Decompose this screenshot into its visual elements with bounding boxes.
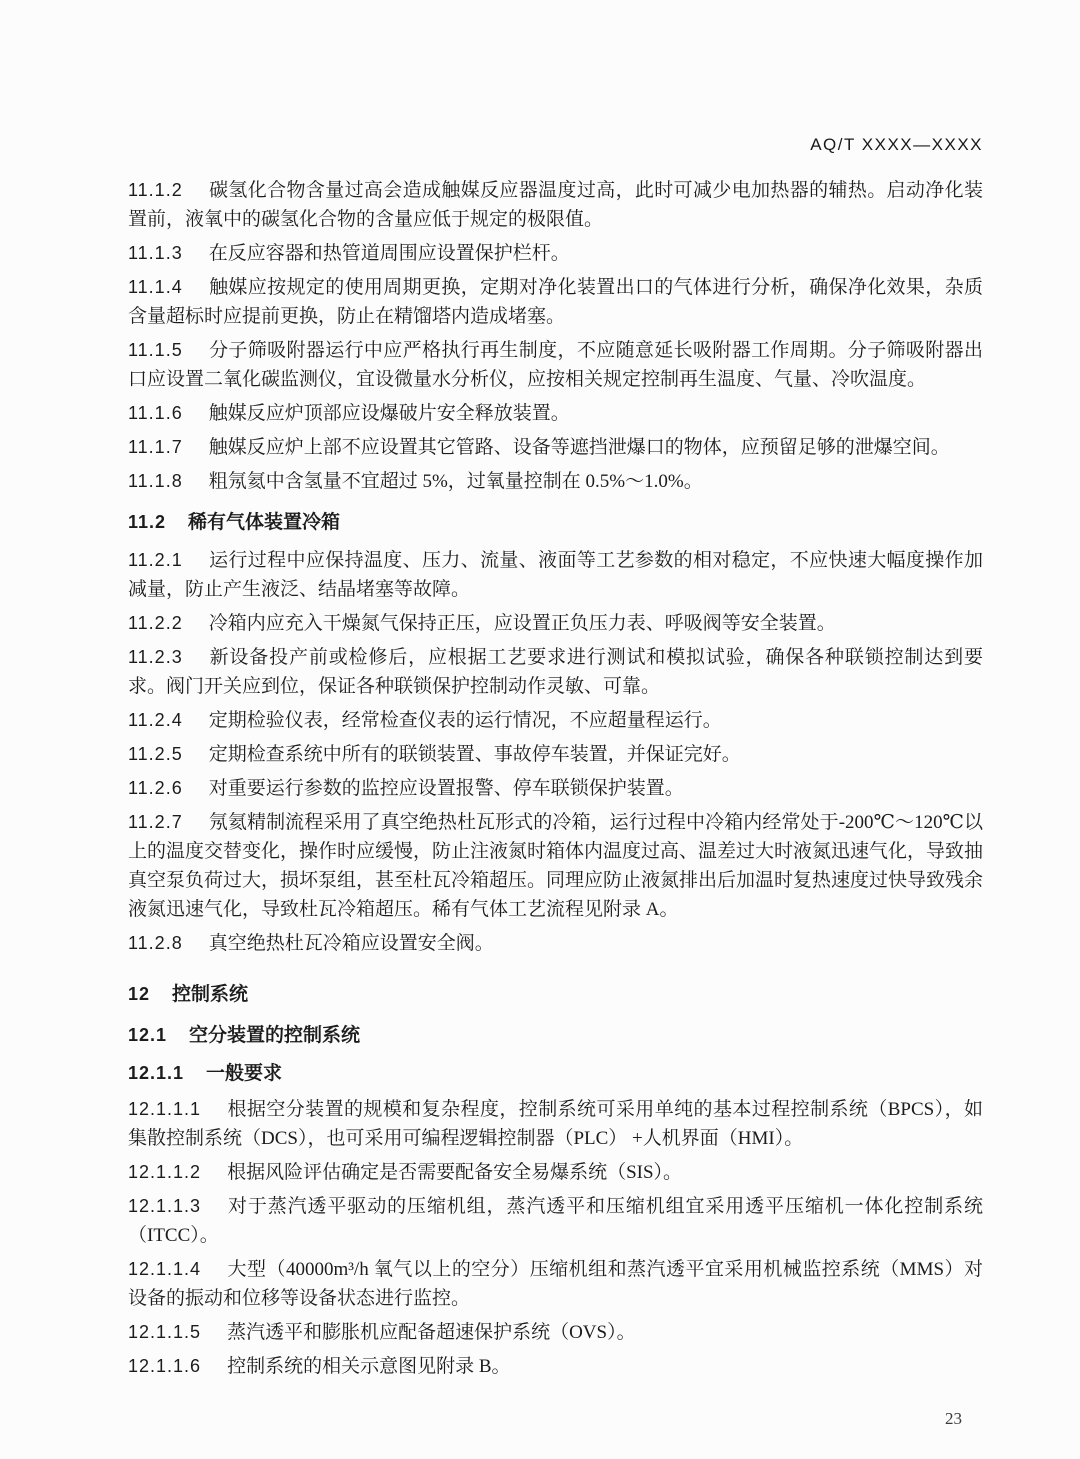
clause-text: 冷箱内应充入干燥氮气保持正压，应设置正负压力表、呼吸阀等安全装置。 — [208, 613, 836, 634]
clause-number: 11.2.3 — [128, 647, 183, 667]
clause-number: 11.1.7 — [128, 437, 183, 457]
clause-paragraph — [128, 336, 983, 394]
clause-paragraph — [128, 808, 983, 924]
clause-text: 碳氢化合物含量过高会造成触媒反应器温度过高，此时可减少电加热器的辅热。启动净化装置前，液氧中的碳氢化合物的含量应低于规定的极限值。 — [128, 180, 983, 230]
clause-text: 根据风险评估确定是否需要配备安全易爆系统（SIS）。 — [227, 1162, 683, 1183]
clause-number: 12.1.1.2 — [128, 1162, 202, 1182]
clause-number: 12.1.1.4 — [128, 1259, 202, 1279]
clause-text: 触媒反应炉顶部应设爆破片安全释放装置。 — [208, 403, 570, 424]
clause-text: 新设备投产前或检修后，应根据工艺要求进行测试和模拟试验，确保各种联锁控制达到要求。阀门开关应到位，保证各种联锁保护控制动作灵敏、可靠。 — [128, 647, 983, 697]
section-heading — [128, 508, 983, 537]
section-heading — [128, 980, 983, 1009]
clause-paragraph — [128, 433, 983, 462]
clause-number: 11.2.5 — [128, 744, 183, 764]
clause-paragraph — [128, 1095, 983, 1153]
clause-text: 控制系统的相关示意图见附录 B。 — [227, 1356, 511, 1377]
clause-paragraph — [128, 1255, 983, 1313]
page-number: 23 — [945, 1409, 962, 1428]
clause-number: 11.1.3 — [128, 243, 183, 263]
clause-paragraph — [128, 609, 983, 638]
document-body — [128, 176, 983, 1381]
clause-number: 11.1.6 — [128, 403, 183, 423]
section-heading — [128, 1021, 983, 1050]
clause-text: 氖氦精制流程采用了真空绝热杜瓦形式的冷箱，运行过程中冷箱内经常处于-200℃～120℃以上的温度交替变化，操作时应缓慢，防止注液氮时箱体内温度过高、温差过大时液氮迅速气化，导致抽真空泵负荷过大，损坏泵组，甚至杜瓦冷箱超压。同理应防止液氮排出后加温时复热速度过快导致残余液氮迅速气化，导致杜瓦冷箱超压。稀有气体工艺流程见附录 A。 — [128, 812, 984, 920]
heading-text: 一般要求 — [206, 1063, 283, 1084]
heading-number: 12.1 — [128, 1025, 168, 1045]
clause-paragraph — [128, 706, 983, 735]
clause-text: 定期检验仪表，经常检查仪表的运行情况，不应超量程运行。 — [208, 710, 722, 731]
clause-number: 11.2.6 — [128, 778, 183, 798]
heading-text: 空分装置的控制系统 — [189, 1025, 361, 1046]
clause-number: 12.1.1.5 — [128, 1322, 202, 1342]
clause-paragraph — [128, 740, 983, 769]
clause-number: 11.2.8 — [128, 933, 183, 953]
clause-text: 对于蒸汽透平驱动的压缩机组，蒸汽透平和压缩机组宜采用透平压缩机一体化控制系统（ITCC）。 — [128, 1196, 983, 1246]
clause-number: 12.1.1.3 — [128, 1196, 202, 1216]
clause-number: 11.2.7 — [128, 812, 183, 832]
clause-text: 大型（40000m³/h 氧气以上的空分）压缩机组和蒸汽透平宜采用机械监控系统（MMS）对设备的振动和位移等设备状态进行监控。 — [128, 1259, 983, 1309]
clause-number: 11.2.1 — [128, 550, 183, 570]
clause-text: 对重要运行参数的监控应设置报警、停车联锁保护装置。 — [208, 778, 684, 799]
clause-text: 粗氖氦中含氢量不宜超过 5%，过氧量控制在 0.5%～1.0%。 — [208, 471, 703, 492]
clause-text: 定期检查系统中所有的联锁装置、事故停车装置，并保证完好。 — [208, 744, 741, 765]
standard-number: AQ/T XXXX—XXXX — [810, 135, 983, 154]
clause-number: 12.1.1.1 — [128, 1099, 202, 1119]
clause-paragraph — [128, 467, 983, 496]
clause-number: 11.2.2 — [128, 613, 183, 633]
clause-paragraph — [128, 273, 983, 331]
clause-paragraph — [128, 176, 983, 234]
heading-number: 12 — [128, 984, 151, 1004]
clause-paragraph — [128, 1158, 983, 1187]
clause-paragraph — [128, 546, 983, 604]
heading-number: 11.2 — [128, 512, 167, 532]
clause-number: 11.1.4 — [128, 277, 183, 297]
heading-text: 控制系统 — [172, 984, 249, 1005]
clause-text: 触媒应按规定的使用周期更换，定期对净化装置出口的气体进行分析，确保净化效果，杂质含量超标时应提前更换，防止在精馏塔内造成堵塞。 — [128, 277, 983, 327]
clause-text: 在反应容器和热管道周围应设置保护栏杆。 — [208, 243, 570, 264]
clause-text: 触媒反应炉上部不应设置其它管路、设备等遮挡泄爆口的物体，应预留足够的泄爆空间。 — [208, 437, 950, 458]
clause-paragraph — [128, 399, 983, 428]
clause-number: 11.1.5 — [128, 340, 183, 360]
heading-text: 稀有气体装置冷箱 — [188, 512, 341, 533]
page-header — [128, 132, 983, 158]
section-heading — [128, 1059, 983, 1088]
clause-text: 根据空分装置的规模和复杂程度，控制系统可采用单纯的基本过程控制系统（BPCS），如集散控制系统（DCS），也可采用可编程逻辑控制器（PLC） +人机界面（HMI）。 — [128, 1099, 983, 1149]
clause-paragraph — [128, 643, 983, 701]
clause-paragraph — [128, 239, 983, 268]
clause-text: 真空绝热杜瓦冷箱应设置安全阀。 — [208, 933, 494, 954]
heading-number: 12.1.1 — [128, 1063, 185, 1083]
clause-number: 11.1.8 — [128, 471, 183, 491]
clause-paragraph — [128, 774, 983, 803]
clause-text: 分子筛吸附器运行中应严格执行再生制度，不应随意延长吸附器工作周期。分子筛吸附器出口应设置二氧化碳监测仪，宜设微量水分析仪，应按相关规定控制再生温度、气量、冷吹温度。 — [128, 340, 983, 390]
clause-text: 运行过程中应保持温度、压力、流量、液面等工艺参数的相对稳定，不应快速大幅度操作加减量，防止产生液泛、结晶堵塞等故障。 — [128, 550, 983, 600]
clause-number: 12.1.1.6 — [128, 1356, 202, 1376]
clause-paragraph — [128, 929, 983, 958]
clause-number: 11.1.2 — [128, 180, 183, 200]
page-footer — [945, 1409, 962, 1429]
clause-text: 蒸汽透平和膨胀机应配备超速保护系统（OVS）。 — [227, 1322, 636, 1343]
clause-paragraph — [128, 1352, 983, 1381]
clause-paragraph — [128, 1318, 983, 1347]
clause-paragraph — [128, 1192, 983, 1250]
clause-number: 11.2.4 — [128, 710, 183, 730]
